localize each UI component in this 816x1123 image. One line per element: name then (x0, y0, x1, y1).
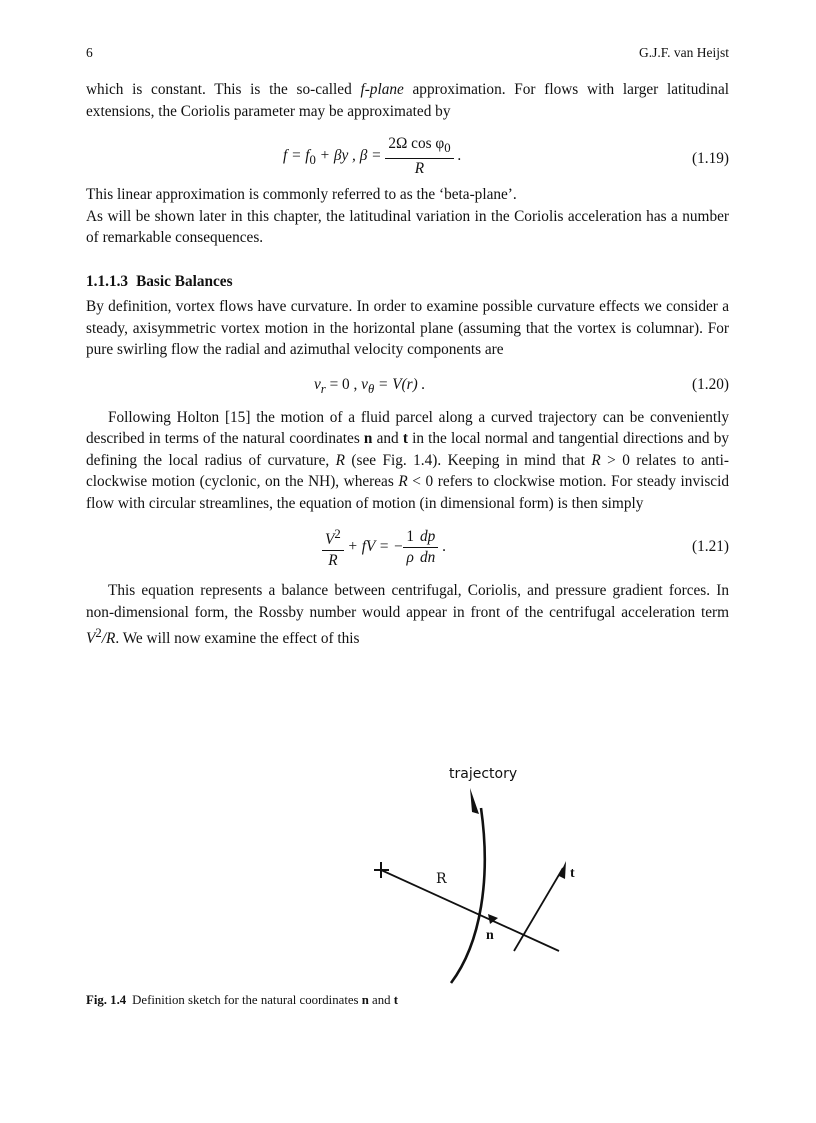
paragraph: This linear approximation is commonly referred to as the ‘beta-plane’. As will be shown later in this chapter, the latitudinal variation in the Coriolis acceleration has a number of remarkable consequences. (86, 186, 729, 246)
trajectory-label: trajectory (449, 766, 518, 782)
equation-number: (1.20) (692, 375, 729, 393)
paragraph: Following Holton [15] the motion of a fluid parcel along a curved trajectory can be conveniently described in terms of the natural coordinates n and t in the local normal and tangential directions and by defining the local radius of curvature, R (see Fig. 1.4). Keeping in mind that R > 0 relates to anti-clockwise motion (cyclonic, on the NH), whereas R < 0 refers to clockwise motion. For steady inviscid flow with circular streamlines, the equation of motion (in dimensional form) is then simply (86, 408, 729, 512)
fraction: $\frac{dp}{dn}$ (417, 527, 438, 568)
trajectory-arrowhead (470, 788, 479, 814)
paragraph: By definition, vortex flows have curvature. In order to examine possible curvature effects we consider a steady, axisymmetric vortex motion in the horizontal plane (assuming that the vortex is columnar). For pure swirling flow the radial and azimuthal velocity components are (86, 298, 729, 358)
equation-1-19 (86, 126, 729, 178)
equation-1-20 (86, 365, 729, 401)
equation-body: $v_r = 0$ , $v_\theta = V(r)$ . (314, 375, 426, 396)
running-header (86, 45, 729, 63)
radius-line (381, 870, 559, 951)
n-label: n (486, 928, 494, 943)
fraction: $\frac{2\Omega \cos \varphi_0}{R}$ (385, 134, 453, 179)
tangent-line (514, 868, 563, 951)
R-label: R (436, 871, 447, 887)
figure-1-4 (276, 758, 576, 988)
main-text (86, 79, 729, 650)
paragraph: This equation represents a balance between centrifugal, Coriolis, and pressure gradient forces. In non-dimensional form, the Rossby number would appear in front of the centrifugal acceleration term $V^2/R$. We will now examine the effect of this (86, 582, 729, 648)
trajectory-curve (451, 808, 485, 983)
section-heading: 1.1.1.3 Basic Balances (86, 272, 233, 290)
t-label: t (570, 866, 575, 881)
fraction: $\frac{V^2}{R}$ (322, 524, 344, 571)
equation-number: (1.21) (692, 538, 729, 555)
equation-body: $f = f_0 + \beta y$ , β = $\frac{2\Omega \cos \varphi_0}{R}$ . (283, 135, 462, 178)
fraction: $\frac{1}{\rho}$ (403, 527, 417, 568)
paragraph: which is constant. This is the so-called f-plane approximation. For flows with larger latitudinal extensions, the Coriolis parameter may be approximated by (86, 81, 729, 120)
figure-caption: Fig. 1.4 Definition sketch for the natural coordinates n and t (86, 993, 399, 1007)
emphasis: f-plane (360, 81, 404, 98)
page (86, 0, 729, 1123)
equation-body: $\frac{V^2}{R}$ + fV = − $\frac{1}{\rho}$ $\frac{dp}{dn}$ . (322, 524, 446, 571)
equation-1-21 (86, 518, 729, 574)
running-author: G.J.F. van Heijst (638, 45, 729, 60)
tangent-arrowhead (559, 861, 566, 879)
equation-number: (1.19) (692, 150, 729, 167)
page-number: 6 (86, 45, 93, 60)
